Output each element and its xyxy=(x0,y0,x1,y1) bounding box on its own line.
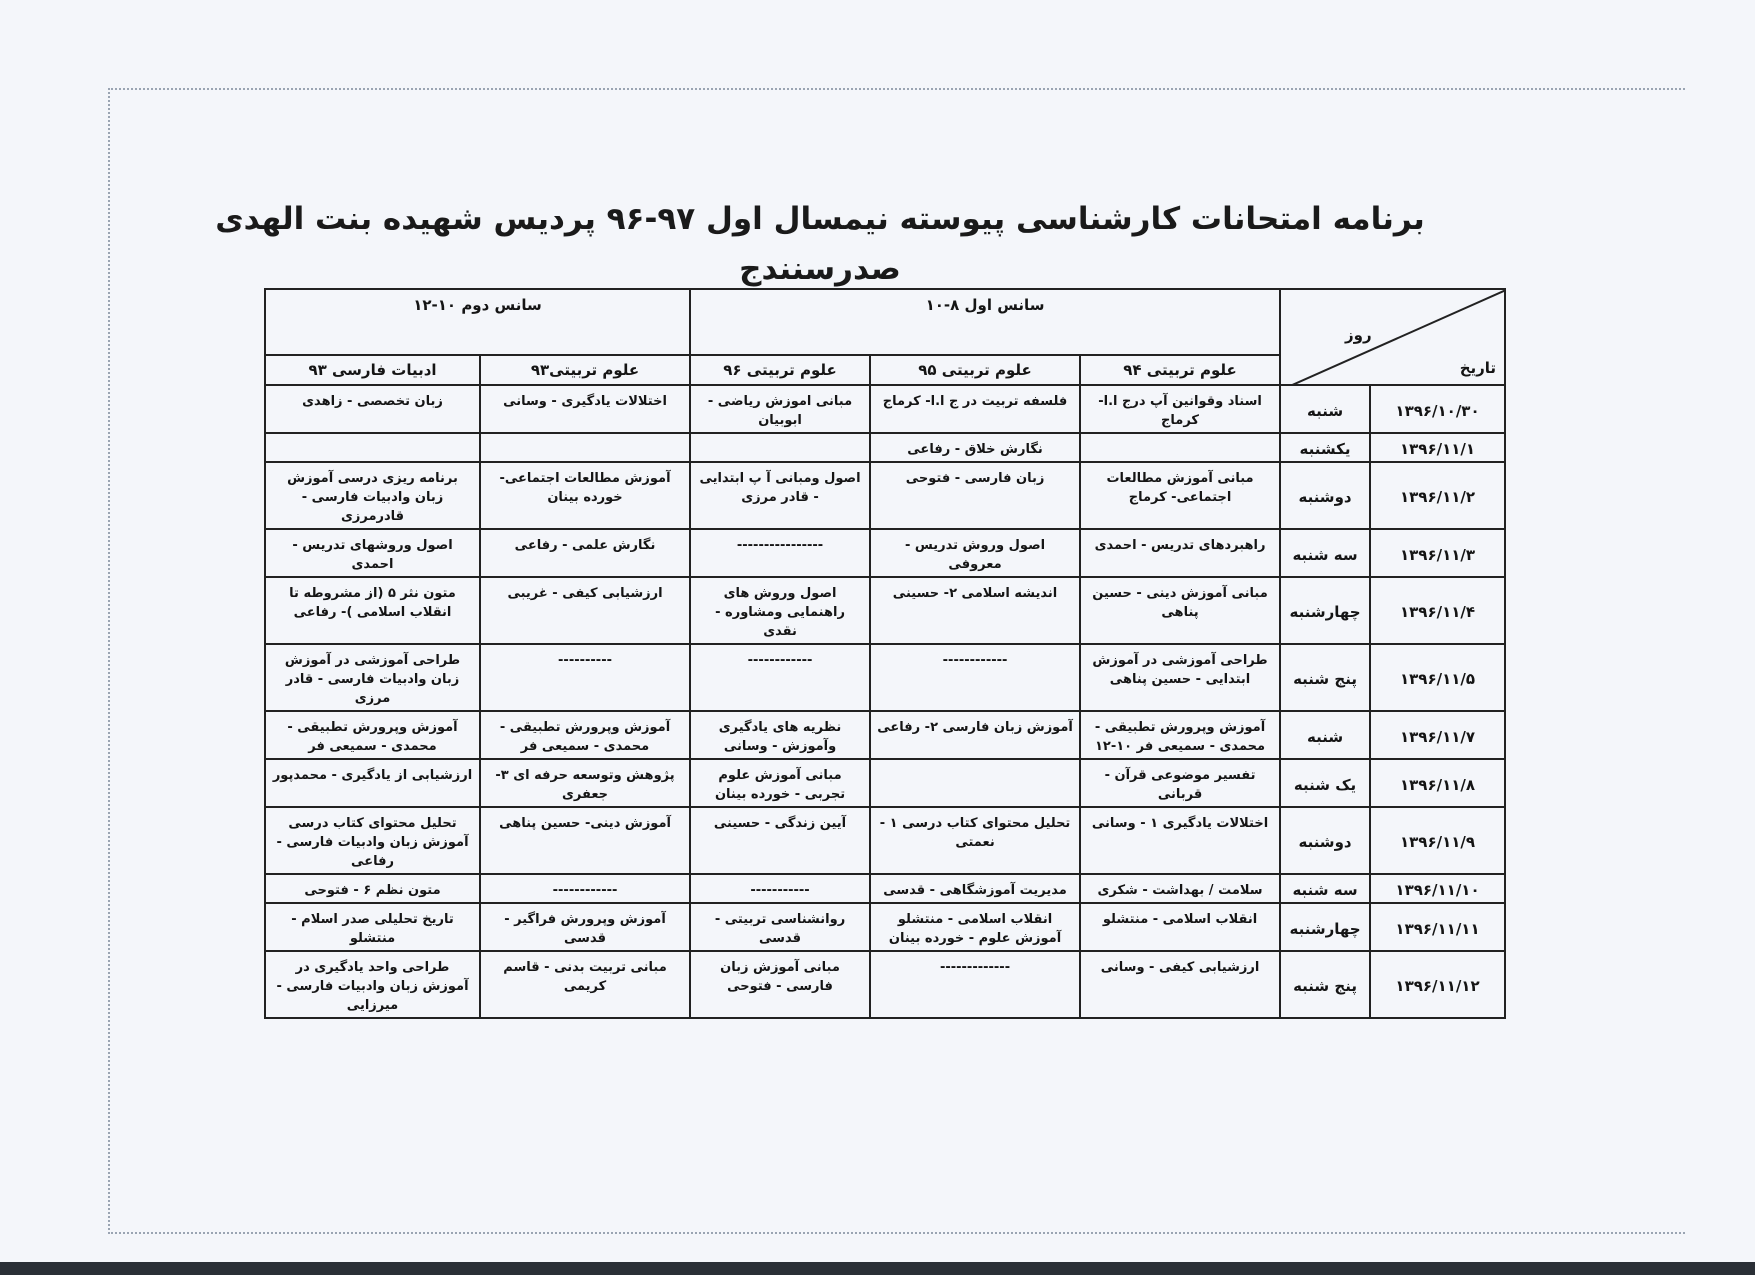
course-cell: انقلاب اسلامی - منتشلو xyxy=(1080,903,1280,951)
corner-header-cell xyxy=(1280,289,1505,385)
course-cell: آموزش وپرورش تطبیقی - محمدی - سمیعی فر xyxy=(265,711,480,759)
day-cell: شنبه xyxy=(1280,711,1370,759)
column-header: علوم تربیتی۹۳ xyxy=(480,355,690,385)
course-cell: ----------- xyxy=(690,874,870,903)
table-row xyxy=(265,385,1505,433)
course-cell: ------------ xyxy=(480,874,690,903)
day-cell: شنبه xyxy=(1280,385,1370,433)
course-cell: مبانی آموزش علوم تجربی - خورده بینان xyxy=(690,759,870,807)
course-cell: زبان تخصصی - زاهدی xyxy=(265,385,480,433)
day-cell: چهارشنبه xyxy=(1280,903,1370,951)
day-cell: دوشنبه xyxy=(1280,807,1370,874)
course-cell xyxy=(690,433,870,462)
course-cell xyxy=(265,433,480,462)
course-cell: روانشناسی تربیتی - قدسی xyxy=(690,903,870,951)
session1-header: سانس اول ۸-۱۰ xyxy=(690,289,1280,355)
course-cell: آموزش مطالعات اجتماعی- خورده بینان xyxy=(480,462,690,529)
table-body xyxy=(265,385,1505,1018)
scanner-edge xyxy=(0,1262,1755,1275)
course-cell: انقلاب اسلامی - منتشلو آموزش علوم - خورده بینان xyxy=(870,903,1080,951)
day-cell: دوشنبه xyxy=(1280,462,1370,529)
date-cell: ۱۳۹۶/۱۱/۱۱ xyxy=(1370,903,1505,951)
table-row xyxy=(265,951,1505,1018)
course-cell: متون نظم ۶ - فتوحی xyxy=(265,874,480,903)
day-cell: پنج شنبه xyxy=(1280,644,1370,711)
table-row xyxy=(265,462,1505,529)
course-cell: تحلیل محتوای کتاب درسی آموزش زبان وادبیات فارسی - رفاعی xyxy=(265,807,480,874)
course-cell: نگارش علمی - رفاعی xyxy=(480,529,690,577)
column-header: علوم تربیتی ۹۶ xyxy=(690,355,870,385)
course-cell: تاریخ تحلیلی صدر اسلام - منتشلو xyxy=(265,903,480,951)
course-cell: ارزشیابی کیفی - وسانی xyxy=(1080,951,1280,1018)
table-row xyxy=(265,807,1505,874)
date-cell: ۱۳۹۶/۱۱/۳ xyxy=(1370,529,1505,577)
date-cell: ۱۳۹۶/۱۱/۱۰ xyxy=(1370,874,1505,903)
day-cell: چهارشنبه xyxy=(1280,577,1370,644)
course-cell: راهبردهای تدریس - احمدی xyxy=(1080,529,1280,577)
date-cell: ۱۳۹۶/۱۱/۱۲ xyxy=(1370,951,1505,1018)
course-cell: اسناد وقوانین آپ درج ا.ا- کرماج xyxy=(1080,385,1280,433)
course-cell: آموزش وپرورش فراگیر - قدسی xyxy=(480,903,690,951)
corner-day-label: روز xyxy=(1345,326,1372,344)
table-row xyxy=(265,711,1505,759)
date-cell: ۱۳۹۶/۱۱/۲ xyxy=(1370,462,1505,529)
course-cell: طراحی واحد یادگیری در آموزش زبان وادبیات فارسی - میرزایی xyxy=(265,951,480,1018)
course-cell: ---------- xyxy=(480,644,690,711)
course-cell: مبانی آموزش مطالعات اجتماعی- کرماج xyxy=(1080,462,1280,529)
date-cell: ۱۳۹۶/۱۱/۵ xyxy=(1370,644,1505,711)
course-cell: نگارش خلاق - رفاعی xyxy=(870,433,1080,462)
table-row xyxy=(265,529,1505,577)
day-cell: سه شنبه xyxy=(1280,874,1370,903)
date-cell: ۱۳۹۶/۱۱/۸ xyxy=(1370,759,1505,807)
course-cell: آموزش دینی- حسین پناهی xyxy=(480,807,690,874)
course-cell: مبانی آموزش زبان فارسی - فتوحی xyxy=(690,951,870,1018)
course-cell: برنامه ریزی درسی آموزش زبان وادبیات فارسی - قادرمرزی xyxy=(265,462,480,529)
course-cell: اصول وروش تدریس - معروفی xyxy=(870,529,1080,577)
table-row xyxy=(265,644,1505,711)
corner-date-label: تاریخ xyxy=(1459,359,1497,377)
course-cell xyxy=(480,433,690,462)
date-cell: ۱۳۹۶/۱۱/۱ xyxy=(1370,433,1505,462)
course-cell: تحلیل محتوای کتاب درسی ۱ - نعمتی xyxy=(870,807,1080,874)
course-cell: ---------------- xyxy=(690,529,870,577)
date-cell: ۱۳۹۶/۱۱/۴ xyxy=(1370,577,1505,644)
course-cell: اصول وروشهای تدریس - احمدی xyxy=(265,529,480,577)
table-row xyxy=(265,874,1505,903)
course-cell: متون نثر ۵ (از مشروطه تا انقلاب اسلامی )- رفاعی xyxy=(265,577,480,644)
table-row xyxy=(265,433,1505,462)
exam-schedule-table xyxy=(264,288,1506,1019)
course-cell: ------------ xyxy=(690,644,870,711)
course-cell: اختلالات یادگیری ۱ - وسانی xyxy=(1080,807,1280,874)
course-cell: طراحی آموزشی در آموزش ابتدایی - حسین پناهی xyxy=(1080,644,1280,711)
day-cell: یک شنبه xyxy=(1280,759,1370,807)
course-cell: اختلالات یادگیری - وسانی xyxy=(480,385,690,433)
course-cell: مدیریت آموزشگاهی - قدسی xyxy=(870,874,1080,903)
course-cell: فلسفه تربیت در ج ا.ا- کرماج xyxy=(870,385,1080,433)
course-cell: اندیشه اسلامی ۲- حسینی xyxy=(870,577,1080,644)
day-cell: یکشنبه xyxy=(1280,433,1370,462)
date-cell: ۱۳۹۶/۱۱/۷ xyxy=(1370,711,1505,759)
course-cell: اصول وروش های راهنمایی ومشاوره - نقدی xyxy=(690,577,870,644)
course-cell: پژوهش وتوسعه حرفه ای ۳- جعفری xyxy=(480,759,690,807)
course-cell: زبان فارسی - فتوحی xyxy=(870,462,1080,529)
course-cell: ------------- xyxy=(870,951,1080,1018)
header-row-sessions xyxy=(265,289,1505,355)
course-cell: ارزشیابی از یادگیری - محمدپور xyxy=(265,759,480,807)
course-cell: طراحی آموزشی در آموزش زبان وادبیات فارسی - قادر مرزی xyxy=(265,644,480,711)
course-cell: اصول ومبانی آ پ ابتدایی - قادر مرزی xyxy=(690,462,870,529)
column-header: علوم تربیتی ۹۴ xyxy=(1080,355,1280,385)
course-cell: آموزش زبان فارسی ۲- رفاعی xyxy=(870,711,1080,759)
course-cell: مبانی آموزش دینی - حسین پناهی xyxy=(1080,577,1280,644)
course-cell xyxy=(870,759,1080,807)
course-cell: نظریه های یادگیری وآموزش - وسانی xyxy=(690,711,870,759)
day-cell: پنج شنبه xyxy=(1280,951,1370,1018)
column-header: ادبیات فارسی ۹۳ xyxy=(265,355,480,385)
table-row xyxy=(265,759,1505,807)
course-cell: ------------ xyxy=(870,644,1080,711)
course-cell xyxy=(1080,433,1280,462)
day-cell: سه شنبه xyxy=(1280,529,1370,577)
course-cell: تفسیر موضوعی قرآن - قربانی xyxy=(1080,759,1280,807)
course-cell: مبانی اموزش ریاضی - ابوبیان xyxy=(690,385,870,433)
course-cell: آموزش وپرورش تطبیقی - محمدی - سمیعی فر ۱۰-۱۲ xyxy=(1080,711,1280,759)
course-cell: مبانی تربیت بدنی - قاسم کریمی xyxy=(480,951,690,1018)
course-cell: آیین زندگی - حسینی xyxy=(690,807,870,874)
date-cell: ۱۳۹۶/۱۱/۹ xyxy=(1370,807,1505,874)
course-cell: ارزشیابی کیفی - غریبی xyxy=(480,577,690,644)
session2-header: سانس دوم ۱۰-۱۲ xyxy=(265,289,690,355)
column-header: علوم تربیتی ۹۵ xyxy=(870,355,1080,385)
page-title: برنامه امتحانات کارشناسی پیوسته نیمسال اول ۹۷-۹۶ پردیس شهیده بنت الهدی صدرسنندج xyxy=(215,201,1425,287)
course-cell: آموزش وپرورش تطبیقی - محمدی - سمیعی فر xyxy=(480,711,690,759)
date-cell: ۱۳۹۶/۱۰/۳۰ xyxy=(1370,385,1505,433)
table-row xyxy=(265,903,1505,951)
course-cell: سلامت / بهداشت - شکری xyxy=(1080,874,1280,903)
table-row xyxy=(265,577,1505,644)
